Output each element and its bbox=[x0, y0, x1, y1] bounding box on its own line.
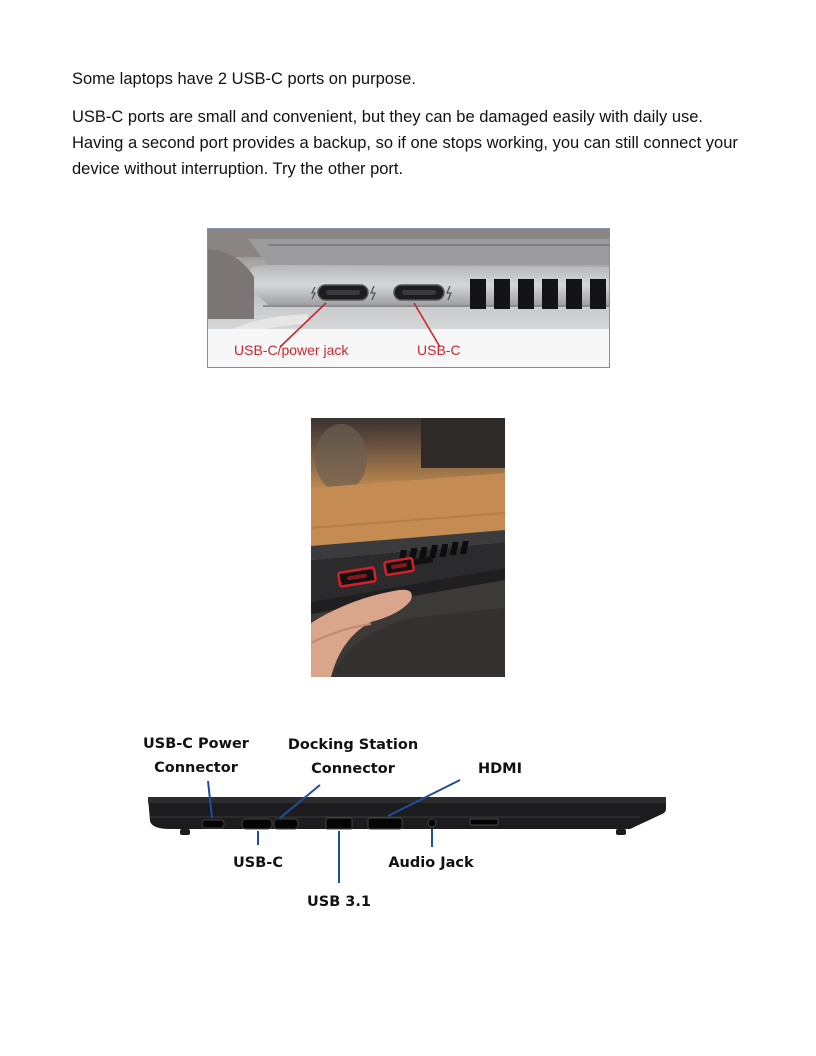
audio-jack-label: Audio Jack bbox=[388, 855, 474, 871]
hdmi-label: HDMI bbox=[478, 761, 522, 777]
body-paragraph: USB-C ports are small and convenient, but they can be damaged easily with daily use. Having a second port provides a backup, so if one stops working, you can still connect your device without interruption. Try the other port. bbox=[72, 108, 738, 178]
docking-station-label-line1: Docking Station bbox=[287, 737, 419, 753]
usb-c-ports-closeup-photo bbox=[207, 228, 610, 368]
usb-c-label: USB-C bbox=[233, 855, 283, 871]
laptop-side-hand-photo bbox=[311, 418, 505, 677]
usb-3-1-label: USB 3.1 bbox=[306, 894, 372, 910]
usb-c-power-label-line1: USB-C Power bbox=[143, 736, 249, 752]
usb-c-power-jack-label: USB-C/power jack bbox=[234, 342, 349, 358]
usb-c-power-label-line2: Connector bbox=[154, 760, 238, 776]
usb-c-label: USB-C bbox=[417, 342, 461, 358]
docking-station-label-line2: Connector bbox=[311, 761, 395, 777]
intro-paragraph: Some laptops have 2 USB-C ports on purpose. bbox=[72, 70, 416, 88]
laptop-ports-diagram bbox=[130, 725, 690, 915]
